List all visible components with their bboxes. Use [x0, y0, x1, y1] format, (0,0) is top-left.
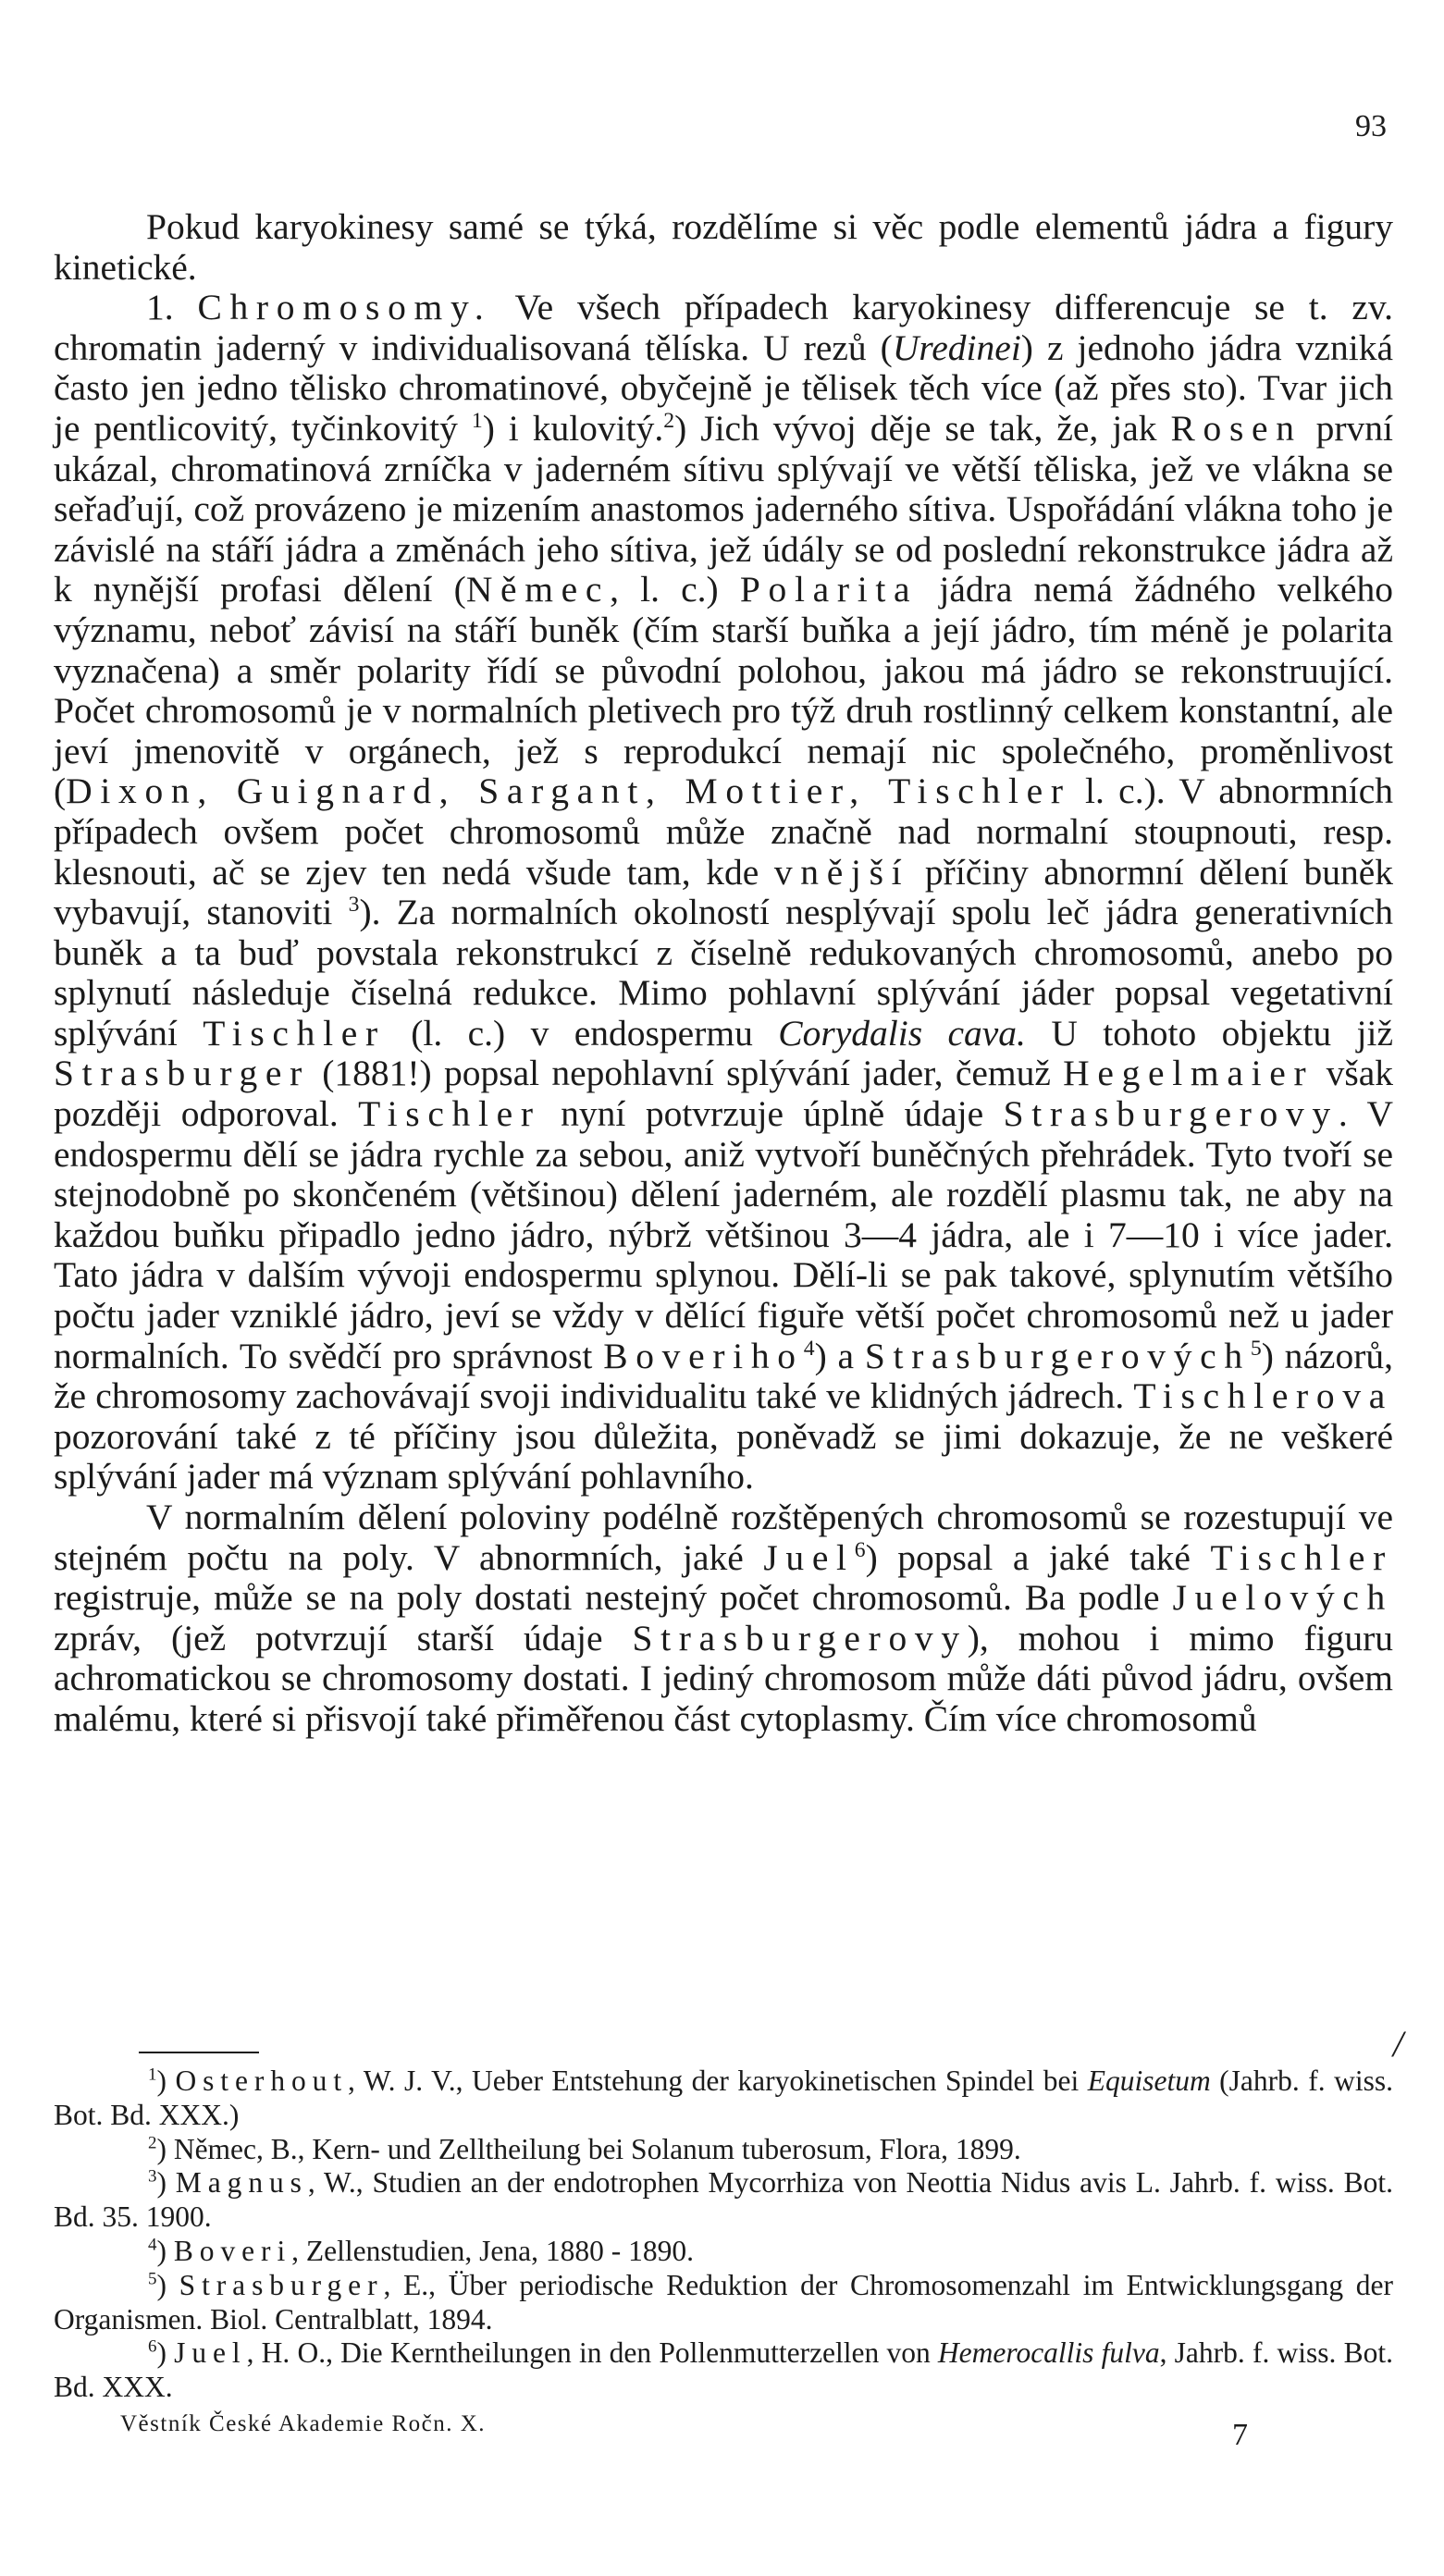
footnote: $^5$) Strasburger, E., Über periodische Reduktion der Chromosomenzahl im Entwicklungsgang der Organismen. Biol. Centralblatt, 1894.: [54, 2268, 1393, 2336]
paragraph: Pokud karyokinesy samé se týká, rozdělíme si věc podle elementů jádra a figury kinetické.: [54, 206, 1393, 288]
spaced-name: Tischler: [203, 1012, 386, 1054]
spaced-name: Tischler: [1210, 1536, 1393, 1578]
footnote-ref: 2: [148, 2133, 157, 2153]
spaced-name: Juel: [763, 1536, 855, 1578]
spaced-name: Boveri: [173, 2234, 292, 2267]
footnote-ref: 5: [148, 2269, 157, 2289]
spaced-name: Strasburgerových: [864, 1335, 1251, 1376]
footnote-ref: 2: [663, 408, 675, 433]
footnote: $^2$) Němec, B., Kern- und Zelltheilung bei Solanum tuberosum, Flora, 1899.: [148, 2132, 1021, 2165]
footnote-ref: 3: [348, 892, 360, 917]
stray-mark: /: [1392, 2023, 1403, 2064]
spaced-name: Chromosomy.: [197, 287, 492, 328]
footnote-ref: 1: [148, 2064, 157, 2085]
spaced-name: Tischler: [358, 1093, 541, 1135]
spaced-name: Rosen: [1170, 407, 1302, 449]
footnote: $^4$) Boveri, Zellenstudien, Jena, 1880 - 1890.: [148, 2234, 694, 2267]
spaced-name: Boveriho: [603, 1335, 804, 1376]
spaced-name: Strasburgerovy: [632, 1617, 968, 1658]
spaced-name: Juel: [174, 2336, 247, 2370]
spaced-name: Dixon, Guignard, Sargant, Mottier, Tischler: [66, 770, 1071, 812]
spaced-name: Němec: [465, 569, 611, 610]
footnote-ref: 1: [471, 408, 483, 433]
spaced-name: Magnus: [175, 2166, 308, 2200]
italic-term: Hemerocallis fulva: [937, 2336, 1160, 2370]
footnote: $^6$) Juel, H. O., Die Kerntheilungen in den Pollenmutterzellen von Hemerocallis fulva, Jahrb. f. wiss. Bot. Bd. XXX.: [54, 2336, 1393, 2404]
footnote-ref: 3: [148, 2167, 157, 2188]
italic-term: Corydalis cava.: [778, 1012, 1026, 1054]
footnote-ref: 5: [1250, 1336, 1262, 1361]
italic-term: Uredinei: [892, 327, 1021, 368]
italic-term: Equisetum: [1087, 2064, 1211, 2097]
footnote-ref: 4: [148, 2235, 157, 2255]
footnote-ref: 4: [803, 1336, 815, 1361]
spaced-name: Polarita: [739, 569, 919, 610]
body-text: [54, 207, 1393, 1740]
footnote-ref: 6: [854, 1537, 866, 1562]
footnotes: [54, 2064, 1393, 2405]
spaced-name: Juelových: [1172, 1577, 1393, 1619]
spaced-name: Hegelmaier: [1063, 1053, 1314, 1094]
spaced-name: Strasburger: [54, 1053, 310, 1094]
spaced-name: Strasburger: [179, 2268, 384, 2301]
running-footer: Věstník České Akademie Ročn. X.: [120, 2411, 487, 2436]
paragraph: 1. Chromosomy. Ve všech případech karyokinesy differencuje se t. zv. chromatin jaderný v individualisovaná tělíska. U rezů (Uredinei) z jednoho jádra vzniká často jen jedno tělisko chromatinové, obyčejně je tělisek těch více (až přes sto). Tvar jich je pentlicovitý, tyčinkovitý $^1$) i kulovitý.$^2$) Jich vývoj děje se tak, že, jak Rosen první ukázal, chromatinová zrníčka v jaderném sítivu splývají ve větší těliska, jež ve vlákna se seřaďují, což provázeno je mizením anastomos jaderného sítiva. Uspořádání vlákna toho je závislé na stáří jádra a změnách jeho sítiva, jež údály se od poslední rekonstrukce jádra až k nynější profasi dělení (Němec, l. c.) Polarita jádra nemá žádného velkého významu, neboť závisí na stáří buněk (čím starší buňka a její jádro, tím méně je polarita vyznačena) a směr polarity řídí se původní polohou, jakou má jádro se rekonstruující. Počet chromosomů je v normalních pletivech pro týž druh rostlinný celkem konstantní, ale jeví jmenovitě v orgánech, jež s reprodukcí nemají nic společného, proměnlivost (Dixon, Guignard, Sargant, Mottier, Tischler l. c.). V abnormních případech ovšem počet chromosomů může značně nad normalní stoupnouti, resp. klesnouti, ač se zjev ten nedá všude tam, kde vnější příčiny abnormní dělení buněk vybavují, stanoviti $^3$). Za normalních okolností nesplývají spolu leč jádra generativních buněk a ta buď povstala rekonstrukcí z číselně redukovaných chromosomů, anebo po splynutí následuje číselná redukce. Mimo pohlavní splývání jáder popsal vegetativní splývání Tischler (l. c.) v endospermu Corydalis cava. U tohoto objektu již Strasburger (1881!) popsal nepohlavní splývání jader, čemuž Hegelmaier však později odporoval. Tischler nyní potvrzuje úplně údaje Strasburgerovy. V endospermu dělí se jádra rychle za sebou, aniž vytvoří buněčných přehrádek. Tyto tvoří se stejnodobně po skončeném (většinou) dělení jaderném, ale rozdělí plasmu tak, ne aby na každou buňku připadlo jedno jádro, nýbrž většinou 3—4 jádra, ale i 7—10 i více jader. Tato jádra v dalším vývoji endospermu splynou. Dělí-li se pak takové, splynutím většího počtu jader vzniklé jádro, jeví se vždy v dělící figuře větší počet chromosomů než u jader normalních. To svědčí pro správnost Boveriho$^4$) a Strasburgerových$^5$) názorů, že chromosomy zachovávají svoji individualitu také ve klidných jádrech. Tischlerova pozorování také z té příčiny jsou důležita, poněvadž se jimi dokazuje, že ne veškeré splývání jader má význam splývání pohlavního.: [54, 287, 1394, 1498]
spaced-name: vnější: [773, 851, 910, 893]
footnote: $^3$) Magnus, W., Studien an der endotrophen Mycorrhiza von Neottia Nidus avis L. Jahrb. f. wiss. Bot. Bd. 35. 1900.: [54, 2166, 1393, 2234]
spaced-name: Tischlerova: [1133, 1375, 1393, 1417]
footnote: $^1$) Osterhout, W. J. V., Ueber Entstehung der karyokinetischen Spindel bei Equisetum (Jahrb. f. wiss. Bot. Bd. XXX.): [54, 2064, 1394, 2131]
page-number: 93: [1355, 109, 1387, 143]
spaced-name: Osterhout: [175, 2064, 349, 2097]
signature-mark: 7: [1232, 2418, 1248, 2452]
footnote-ref: 6: [148, 2337, 157, 2358]
paragraph: V normalním dělení poloviny podélně rozštěpených chromosomů se rozestupují ve stejném počtu na poly. V abnormních, jaké Juel$^6$) popsal a jaké také Tischler registruje, může se na poly dostati nestejný počet chromosomů. Ba podle Juelových zpráv, (jež potvrzují starší údaje Strasburgerovy), mohou i mimo figuru achromatickou se chromosomy dostati. I jediný chromosom může dáti původ jádru, ovšem malému, které si přisvojí také přiměřenou část cytoplasmy. Čím více chromosomů: [54, 1497, 1393, 1739]
footnote-divider: [139, 2052, 259, 2053]
spaced-name: Strasburgerovy: [1003, 1093, 1339, 1135]
